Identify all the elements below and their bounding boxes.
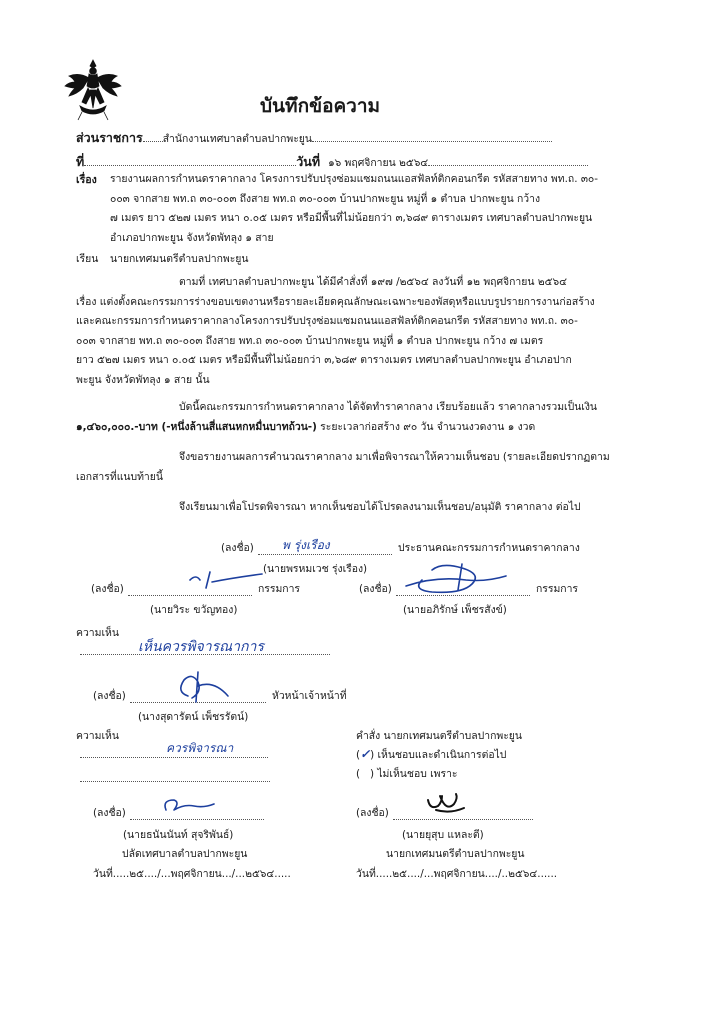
member2-name: (นายอภิรักษ์ เพ็ชรสังข์) <box>403 604 507 616</box>
body-paragraph-2: บัดนี้คณะกรรมการกำหนดราคากลาง ได้จัดทำราคากลาง เรียบร้อยแล้ว ราคากลางรวมเป็นเงิน ๑,๔๖๐,๐๐๐.-บาท (-หนึ่งล้านสี่แสนหกหมื่นบาทถ้วน-) ระยะเวลาก่อสร้าง ๙๐ วัน จำนวนงวดงาน ๑ งวด <box>76 401 598 433</box>
mayor-signature <box>422 792 472 820</box>
opinion2-date: วันที่.....๒๕..../...พฤศจิกายน.../...๒๕๖๔..... <box>93 868 291 880</box>
opinion2-label: ความเห็น <box>76 730 119 742</box>
member1-signature <box>188 566 268 592</box>
date-value: ๑๖ พฤศจิกายน ๒๕๖๔ <box>328 157 429 169</box>
opinion2-name: (นายธนันนันท์ สุจริพันธ์) <box>123 829 234 841</box>
memo-title: บันทึกข้อความ <box>260 95 381 117</box>
member2-sign-label: (ลงชื่อ) <box>359 583 392 595</box>
opinion2-sign-label: (ลงชื่อ) <box>93 807 126 819</box>
agency-label: ส่วนราชการ <box>76 130 143 145</box>
subject-label: เรื่อง <box>76 174 97 186</box>
ref-date-row <box>76 151 588 170</box>
chair-sign-label: (ลงชื่อ) <box>221 542 254 554</box>
opinion2-handwritten: ควรพิจารณา <box>166 741 234 755</box>
chair-role: ประธานคณะกรรมการกำหนดราคากลาง <box>398 542 580 554</box>
order-option-reject: ( ) ไม่เห็นชอบ เพราะ <box>356 768 458 780</box>
order-sign-label: (ลงชื่อ) <box>356 807 389 819</box>
chair-signature: พ รุ่งเรือง <box>282 538 330 552</box>
order-name: (นายยุสุบ แหละตี) <box>402 829 484 841</box>
to-label: เรียน <box>76 253 99 265</box>
member1-role: กรรมการ <box>258 583 301 595</box>
member1-name: (นายวิระ ขวัญทอง) <box>150 604 238 616</box>
date-label: วันที่ <box>296 154 321 169</box>
body-paragraph-1: ตามที่ เทศบาลตำบลปากพะยูน ได้มีคำสั่งที่ ๑๙๗ /๒๕๖๔ ลงวันที่ ๑๒ พฤศจิกายน ๒๕๖๔ เรื่อง แต่งตั้งคณะกรรมการร่างขอบเขตงานหรือรายละเอียดคุณลักษณะเฉพาะของพัสดุหรือแบบรูปรายการงานก่อสร้าง และคณะกรรมการกำหนดราคากลางโครงการปรับปรุงซ่อมแซมถนนแอสฟัลท์ติกคอนกรีต รหัสสายทาง พท.ถ. ๓๐- ๐๐๓ จากสาย พท.ถ ๓๐-๐๐๓ ถึงสาย พท.ถ ๓๐-๐๐๓ บ้านปากพะยูน หมู่ที่ ๑ ตำบล ปากพะยูน กว้าง ๗ เมตร ยาว ๕๒๗ เมตร หนา ๐.๐๕ เมตร หรือมีพื้นที่ไม่น้อยกว่า ๓,๖๘๙ ตารางเมตร เทศบาลตำบลปากพะยูน อำเภอปาก พะยูน จังหวัดพัทลุง ๑ สาย นั้น <box>76 276 595 386</box>
member1-sign-label: (ลงชื่อ) <box>91 583 124 595</box>
subject-text: รายงานผลการกำหนดราคากลาง โครงการปรับปรุงซ่อมแซมถนนแอสฟัลท์ติกคอนกรีต รหัสสายทาง พท.ถ. ๓๐- ๐๐๓ จากสาย พท.ถ ๓๐-๐๐๓ ถึงสาย พท.ถ ๓๐-๐๐๓ บ้านปากพะยูน หมู่ที่ ๑ ตำบล ปากพะยูน กว้าง ๗ เมตร ยาว ๕๒๗ เมตร หนา ๐.๐๕ เมตร หรือมีพื้นที่ไม่น้อยกว่า ๓,๖๘๙ ตารางเมตร เทศบาลตำบลปากพะยูน อำเภอปากพะยูน จังหวัดพัทลุง ๑ สาย <box>110 173 599 244</box>
opinion1-name: (นางสุดารัตน์ เพ็ชรรัตน์) <box>138 711 249 723</box>
order-position: นายกเทศมนตรีตำบลปากพะยูน <box>386 848 525 860</box>
opinion1-sign-label: (ลงชื่อ) <box>93 690 126 702</box>
opinion1-handwritten: เห็นควรพิจารณาการ <box>138 639 264 655</box>
opinion2-line-2 <box>80 770 270 782</box>
body-paragraph-3: จึงขอรายงานผลการคำนวณราคากลาง มาเพื่อพิจารณาให้ความเห็นชอบ (รายละเอียดปรากฏตาม เอกสารที่แนบท้ายนี้ <box>76 451 610 483</box>
opinion1-label: ความเห็น <box>76 627 119 639</box>
check-mark-icon: ✓ <box>360 747 371 761</box>
opinion1-role: หัวหน้าเจ้าหน้าที่ <box>272 690 347 702</box>
price-amount: ๑,๔๖๐,๐๐๐.-บาท (-หนึ่งล้านสี่แสนหกหมื่นบาทถ้วน-) <box>76 420 317 433</box>
opinion2-signature <box>160 794 220 818</box>
to-value: นายกเทศมนตรีตำบลปากพะยูน <box>110 253 249 265</box>
member2-signature <box>402 560 512 598</box>
chair-name: (นายพรหมเวช รุ่งเรือง) <box>263 563 368 575</box>
order-option-approve: (✓) เห็นชอบและดำเนินการต่อไป <box>356 747 507 761</box>
order-title: คำสั่ง นายกเทศมนตรีตำบลปากพะยูน <box>356 730 522 742</box>
agency-row <box>76 127 552 146</box>
ref-label: ที่ <box>76 154 85 169</box>
order-date: วันที่.....๒๕..../...พฤศจิกายน..../..๒๕๖๔...... <box>356 868 558 880</box>
opinion2-position: ปลัดเทศบาลตำบลปากพะยูน <box>122 848 248 860</box>
opinion1-signature <box>168 666 248 706</box>
garuda-emblem-icon <box>62 56 124 122</box>
agency-value: สำนักงานเทศบาลตำบลปากพะยูน <box>162 133 312 145</box>
member2-role: กรรมการ <box>536 583 579 595</box>
closing-text: จึงเรียนมาเพื่อโปรดพิจารณา หากเห็นชอบได้โปรดลงนามเห็นชอบ/อนุมัติ ราคากลาง ต่อไป <box>179 501 581 513</box>
